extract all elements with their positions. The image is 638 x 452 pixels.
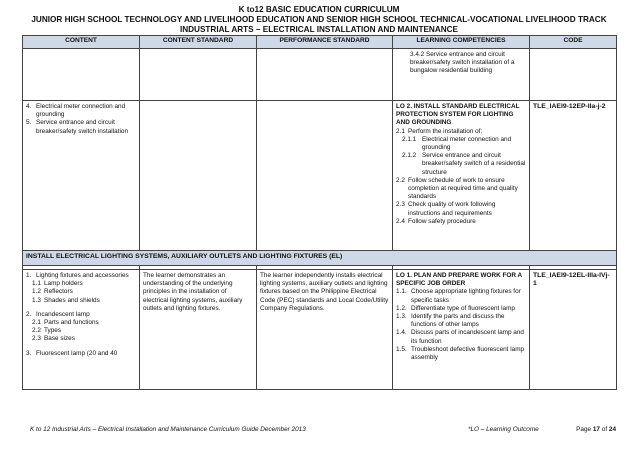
learning-outcome-title: LO 1. PLAN AND PREPARE WORK FOR A SPECIFIC JOB ORDER [396,272,522,288]
list-item: 2.1.1 Electrical meter connection and grounding [402,135,512,152]
list-item: 1.2. Differentiate type of fluorescent lamp [396,304,515,312]
footer-document-title: K to 12 Industrial Arts – Electrical Installation and Maintenance Curriculum Guide December 2013 [30,426,306,433]
performance-standard-cell [257,270,393,390]
list-item: 1.3 Shades and shields [32,296,100,304]
code-cell [530,49,617,101]
list-item: 2.3 Base sizes [32,335,75,343]
column-header-code: CODE [530,36,617,49]
list-item: 2.3 Check quality of work following instructions and requirements [396,201,496,217]
performance-standard-cell [257,49,393,101]
curriculum-table [22,35,617,390]
table-header-row [23,36,617,49]
content-standard-cell [140,49,257,101]
code-cell [530,270,617,390]
column-header-learning-competencies: LEARNING COMPETENCIES [393,36,530,49]
list-item: 2.1 Perform the installation of: [396,127,483,135]
section-row [23,251,617,266]
list-item: 1.1 Lamp holders [32,280,83,288]
column-header-performance-standard: PERFORMANCE STANDARD [257,36,393,49]
content-standard-cell [140,101,257,251]
list-item: 1.4. Discuss parts of incandescent lamp and its function [396,329,524,345]
learning-outcome-title: LO 2. INSTALL STANDARD ELECTRICAL PROTECTION SYSTEM FOR LIGHTING AND GROUNDING [396,103,520,127]
list-item: 2.1.2 Service entrance and circuit breaker/safety switch of a residential structure [402,152,526,176]
list-item: 2.2 Types [32,327,62,335]
list-item: 1.2 Reflectors [32,288,73,296]
performance-standard-text: The learner independently installs electrical lighting systems, auxiliary outlets and lighting fixtures based on the Philippine Electrical Code (PEC) standards and Local Code/Utility Company Regulations. [260,272,389,312]
list-item: 5. Service entrance and circuit breaker/safety switch installation [26,119,128,135]
list-item: 2.2 Follow schedule of work to ensure completion at required time and quality standards [396,176,518,201]
subject-title: INDUSTRIAL ARTS – ELECTRICAL INSTALLATION AND MAINTENANCE [179,25,459,34]
section-title: INSTALL ELECTRICAL LIGHTING SYSTEMS, AUXILIARY OUTLETS AND LIGHTING FIXTURES (EL) [23,251,617,266]
page-number: Page 17 of 24 [576,426,616,433]
competency-item: 3.4.2 Service entrance and circuit breaker/safety switch installation of a bungalow residential building [410,51,515,75]
curriculum-title: K to12 BASIC EDUCATION CURRICULUM [238,5,400,14]
content-cell [23,270,140,390]
list-item: 1.3. Identify the parts and discuss the functions of other lamps [396,313,505,329]
code-cell [530,101,617,251]
list-item: 1.1. Choose appropriate lighting fixtures for specific tasks [396,288,521,304]
content-standard-cell [140,270,257,390]
footer-legend: *LO – Learning Outcome [468,426,539,433]
competency-code: TLE_IAEI9-12EL-IIIa-IVj-1 [533,272,610,288]
competency-cell [393,101,530,251]
track-title: JUNIOR HIGH SCHOOL TECHNOLOGY AND LIVELIHOOD EDUCATION AND SENIOR HIGH SCHOOL TECHNICAL-VOCATIONAL LIVELIHOOD TRACK [31,15,607,24]
list-item: 1.5. Troubleshoot defective fluorescent lamp assembly [396,345,525,362]
table-row [23,270,617,390]
list-item: 2.1 Parts and functions [32,319,99,327]
content-standard-text: The learner demonstrates an understanding of the underlying principles in the installation of electrical lighting systems, auxiliary outlets and lighting fixtures. [143,272,243,312]
list-item: 1. Lighting fixtures and accessories [26,272,129,279]
competency-cell [393,49,530,101]
list-item: 2. Incandescent lamp [26,310,90,318]
list-item: 3. Fluorescent lamp (20 and 40 [26,349,118,357]
table-row [23,101,617,251]
content-cell [23,49,140,101]
column-header-content: CONTENT [23,36,140,49]
list-item: 4. Electrical meter connection and grounding [26,103,126,119]
table-row [23,49,617,101]
column-header-content-standard: CONTENT STANDARD [140,36,257,49]
list-item: 2.4 Follow safety procedure [396,217,476,225]
competency-cell [393,270,530,390]
competency-code: TLE_IAEI9-12EP-IIa-j-2 [533,103,606,110]
performance-standard-cell [257,101,393,251]
content-cell [23,101,140,251]
